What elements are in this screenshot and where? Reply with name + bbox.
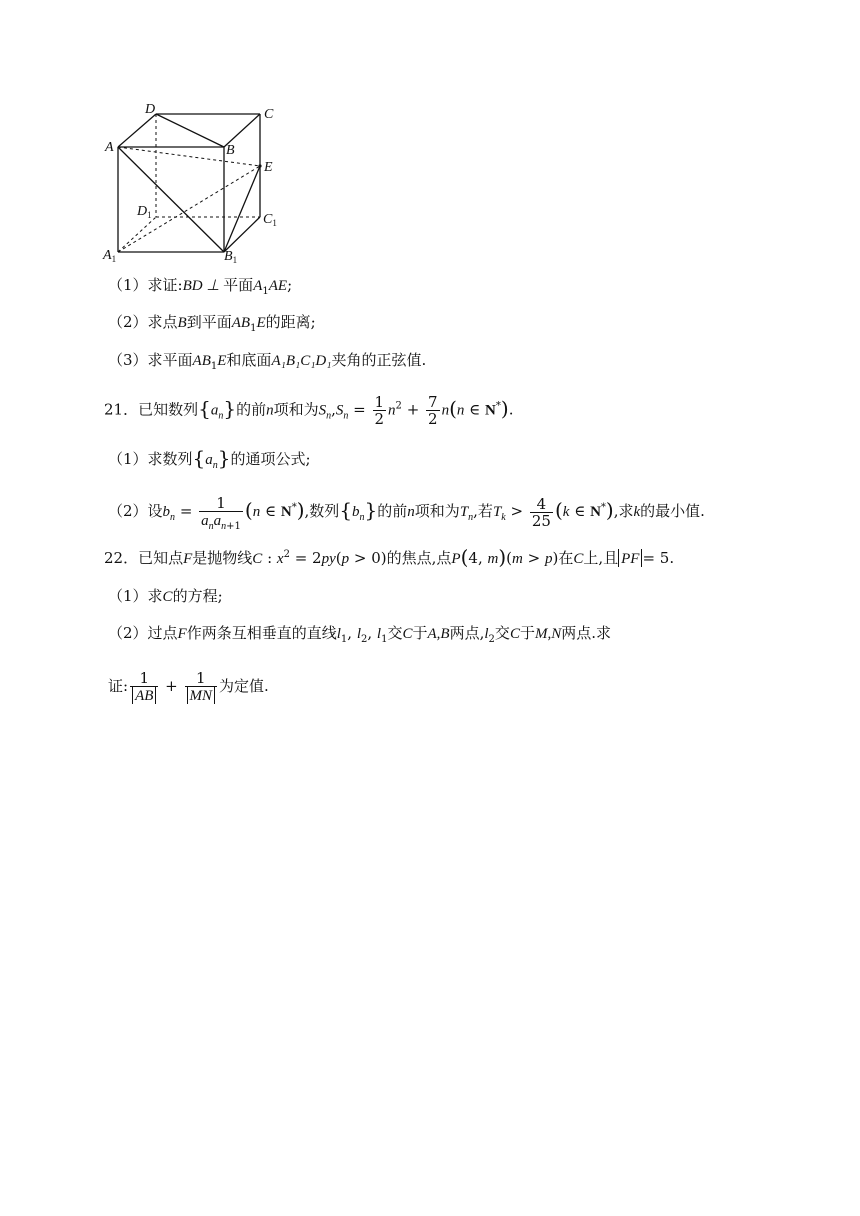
cube-figure bbox=[100, 96, 300, 268]
q21-stem: 21．已知数列$\{a_n\}$的前n项和为$S_n,S_n$ = $\frac{1}{2}$ $n^2$ + $\frac{7}{2}$ n(n ∈ N*). bbox=[104, 393, 514, 428]
q20-part3: （3）求平面$AB_1E$和底面A₁B₁C₁D₁夹角的正弦值. bbox=[108, 351, 427, 372]
point-E bbox=[258, 164, 261, 167]
fraction-bn: $\frac{1}{a_na_{n+1}}$ bbox=[201, 494, 241, 532]
q22-part2: （2）过点F作两条互相垂直的直线$l_1$, $l_2$, $l_1$交C于A,B两点$,l_2$交C于M,N两点.求 bbox=[108, 624, 611, 645]
q21-part1: （1）求数列$\{a_n\}$的通项公式; bbox=[108, 446, 311, 471]
segment-B1E bbox=[224, 166, 260, 252]
fraction-inv-AB: $\frac{1}{AB}$ bbox=[130, 670, 158, 704]
q20-part1: （1）求证:BD ⊥ 平面$A_1AE$; bbox=[108, 276, 293, 297]
q20-part2: （2）求点B到平面$AB_1E$的距离; bbox=[108, 313, 316, 334]
label-A: A bbox=[105, 140, 114, 155]
edge-AD bbox=[118, 114, 156, 147]
q22-part1: （1）求C的方程; bbox=[108, 587, 223, 605]
label-B1: $B_1$ bbox=[224, 249, 238, 265]
label-C: C bbox=[264, 107, 274, 122]
label-D1: $D_1$ bbox=[137, 204, 152, 220]
q22-stem: 22．已知点F是抛物线C : $x^2 = 2py(p > 0)$的焦点,点P(4, m)(m > p)在C上,且 PF = 5. bbox=[104, 545, 675, 569]
label-A1: $A_1$ bbox=[103, 248, 117, 264]
q22-part2-cont: 证: $\frac{1}{AB}$ + $\frac{1}{MN}$ 为定值. bbox=[108, 669, 269, 704]
edge-A1D1-hidden bbox=[118, 217, 156, 252]
fraction-seven-halves: $\frac{7}{2}$ bbox=[428, 393, 438, 428]
label-C1: $C_1$ bbox=[263, 212, 277, 228]
fraction-four-25: $\frac{4}{25}$ bbox=[531, 494, 551, 530]
segment-BD bbox=[156, 114, 224, 147]
label-D: D bbox=[145, 102, 156, 117]
segment-AB1 bbox=[118, 147, 224, 252]
q21-part2: （2）设$b_n$ = $\frac{1}{a_na_{n+1}}$ (n ∈ N*),数列$\{b_n\}$的前n项和为$T_n$,若$T_k$ > $\frac{4}{25}$ (k ∈ N*),求k的最小值. bbox=[108, 494, 705, 532]
fraction-inv-MN: $\frac{1}{MN}$ bbox=[185, 670, 218, 704]
segment-AE-hidden bbox=[118, 147, 260, 166]
label-B: B bbox=[226, 143, 235, 158]
fraction-half: $\frac{1}{2}$ bbox=[374, 393, 385, 428]
cube-diagram bbox=[100, 96, 300, 268]
label-E: E bbox=[264, 160, 273, 175]
edge-B1C1 bbox=[224, 217, 260, 252]
